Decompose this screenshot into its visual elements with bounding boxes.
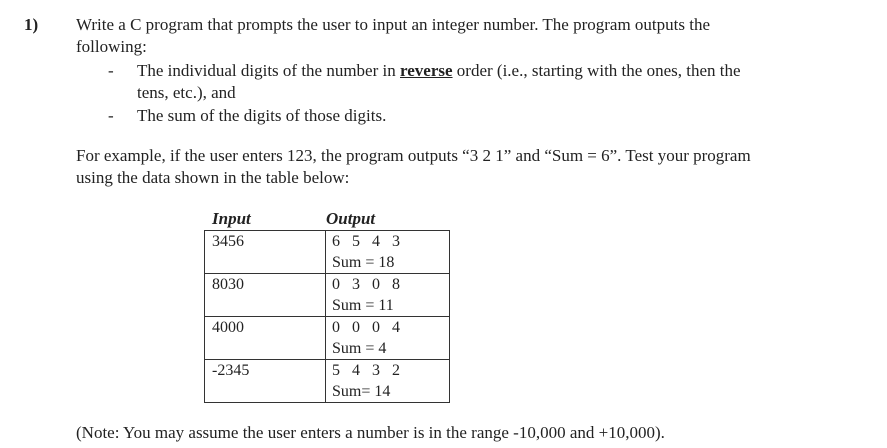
reversed-digits: 0 0 0 4: [332, 319, 404, 336]
input-value: 3456: [212, 233, 244, 250]
column-header-output: Output: [326, 209, 376, 228]
example-paragraph: [76, 145, 866, 189]
input-value: 8030: [212, 276, 244, 293]
requirement-item-digit-sum: [108, 105, 828, 127]
question-number: 1): [24, 15, 39, 34]
requirement-line: The sum of the digits of those digits.: [137, 106, 387, 125]
bullet-dash: -: [108, 61, 114, 80]
table-grid: [204, 230, 450, 403]
example-line-1: For example, if the user enters 123, the program outputs “3 2 1” and “Sum = 6”. Test your program: [76, 146, 751, 165]
requirement-line-2: tens, etc.), and: [137, 83, 236, 102]
table-row: [205, 231, 450, 274]
digit-sum: Sum= 14: [332, 383, 391, 400]
requirement-text: order (i.e., starting with the ones, then the: [452, 61, 741, 80]
table-row: [205, 360, 450, 403]
output-cell: [326, 274, 450, 317]
digit-sum: Sum = 18: [332, 254, 395, 271]
output-cell: [326, 360, 450, 403]
output-cell: [326, 317, 450, 360]
reversed-digits: 5 4 3 2: [332, 362, 404, 379]
requirement-text: The individual digits of the number in: [137, 61, 400, 80]
digit-sum: Sum = 11: [332, 297, 394, 314]
reverse-emphasis: reverse: [400, 61, 453, 80]
input-cell: [205, 274, 326, 317]
question-intro-line-1: Write a C program that prompts the user to input an integer number. The program outputs the: [76, 15, 710, 34]
table-row: [205, 317, 450, 360]
example-line-2: using the data shown in the table below:: [76, 168, 350, 187]
column-header-input: Input: [212, 209, 251, 228]
output-cell: [326, 231, 450, 274]
input-cell: [205, 317, 326, 360]
requirement-item-reverse-digits: [108, 60, 828, 104]
reversed-digits: 0 3 0 8: [332, 276, 404, 293]
test-data-table: [204, 208, 450, 403]
digit-sum: Sum = 4: [332, 340, 387, 357]
range-note: (Note: You may assume the user enters a number is in the range -10,000 and +10,000).: [76, 423, 665, 442]
requirements-list: [108, 60, 828, 127]
question-intro-line-2: following:: [76, 37, 147, 56]
reversed-digits: 6 5 4 3: [332, 233, 404, 250]
bullet-dash: -: [108, 106, 114, 125]
input-value: -2345: [212, 362, 250, 379]
input-value: 4000: [212, 319, 244, 336]
question-intro: [76, 14, 866, 58]
requirement-line-1: [137, 60, 828, 82]
table-header: [204, 208, 450, 230]
input-cell: [205, 360, 326, 403]
table-row: [205, 274, 450, 317]
input-cell: [205, 231, 326, 274]
